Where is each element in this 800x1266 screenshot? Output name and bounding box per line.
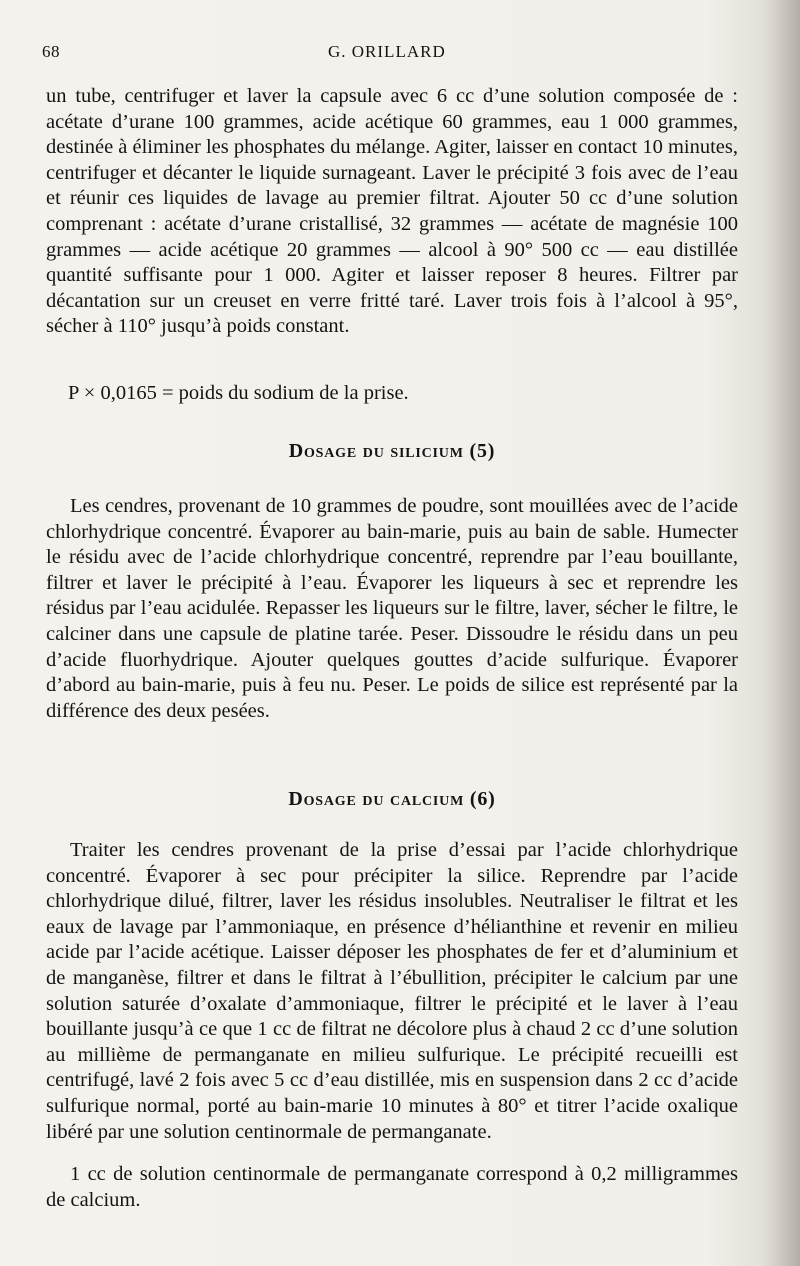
sodium-formula: P × 0,0165 = poids du sodium de la prise. [68, 382, 409, 404]
sodium-procedure-paragraph: un tube, centrifuger et laver la capsule avec 6 cc d’une solution composée de : acétate d’urane 100 grammes, acide acétique 60 grammes, eau 1 000 grammes, destinée à éliminer les phosphates du mélange. Agiter, laisser en contact 10 minutes, centrifuger et décanter le liquide surnageant. Laver le précipité 3 fois avec de l’eau et réunir ces liquides de lavage au premier filtrat. Ajouter 50 cc d’une solution comprenant : acétate d’urane cristallisé, 32 grammes — acétate de magnésie 100 grammes — acide acétique 20 grammes — alcool à 90° 500 cc — eau distillée quantité suffisante pour 1 000. Agiter et laisser reposer 8 heures. Filtrer par décantation sur un creuset en verre fritté taré. Laver trois fois à l’alcool à 95°, sécher à 110° jusqu’à poids constant. [46, 85, 738, 338]
calcium-equivalence-paragraph: 1 cc de solution centinormale de permanganate correspond à 0,2 milligrammes de calcium. [46, 1163, 738, 1211]
running-title: G. ORILLARD [328, 42, 446, 61]
section-heading-silicium: Dosage du silicium (5) [288, 440, 496, 462]
scan-shadow-edge [760, 0, 800, 1266]
section-heading-calcium: Dosage du calcium (6) [288, 788, 496, 810]
calcium-procedure-paragraph: Traiter les cendres provenant de la prise d’essai par l’acide chlorhydrique concentré. Évaporer à sec pour précipiter la silice. Reprendre par l’acide chlorhydrique dilué, filtrer, laver les résidus insolubles. Neutraliser le filtrat et les eaux de lavage par l’ammoniaque, en présence d’hélianthine et revenir en milieu acide par l’acide acétique. Laisser déposer les phosphates de fer et d’aluminium et de manganèse, filtrer et dans le filtrat à l’ébullition, précipiter le calcium par une solution saturée d’oxalate d’ammoniaque, filtrer le précipité et le laver à l’eau bouillante jusqu’à ce que 1 cc de filtrat ne décolore plus à chaud 2 cc d’une solution au millième de permanganate en milieu sulfurique. Le précipité recueilli est centrifugé, lavé 2 fois avec 5 cc d’eau distillée, mis en suspension dans 2 cc d’acide sulfurique normal, porté au bain-marie 10 minutes à 80° et titrer l’acide oxalique libéré par une solution centinormale de permanganate. [46, 839, 738, 1143]
silicium-procedure-paragraph: Les cendres, provenant de 10 grammes de poudre, sont mouillées avec de l’acide chlorhydrique concentré. Évaporer au bain-marie, puis au bain de sable. Humecter le résidu avec de l’acide chlorhydrique concentré, reprendre par l’eau bouillante, filtrer et laver le précipité à l’eau. Évaporer les liqueurs à sec et reprendre les résidus par l’eau acidulée. Repasser les liqueurs sur le filtre, laver, sécher le filtre, le calciner dans une capsule de platine tarée. Peser. Dissoudre le résidu dans un peu d’acide fluorhydrique. Ajouter quelques gouttes d’acide sulfurique. Évaporer d’abord au bain-marie, puis à feu nu. Peser. Le poids de silice est représenté par la différence des deux pesées. [46, 495, 738, 722]
page-number: 68 [42, 42, 60, 61]
running-head [42, 42, 742, 68]
